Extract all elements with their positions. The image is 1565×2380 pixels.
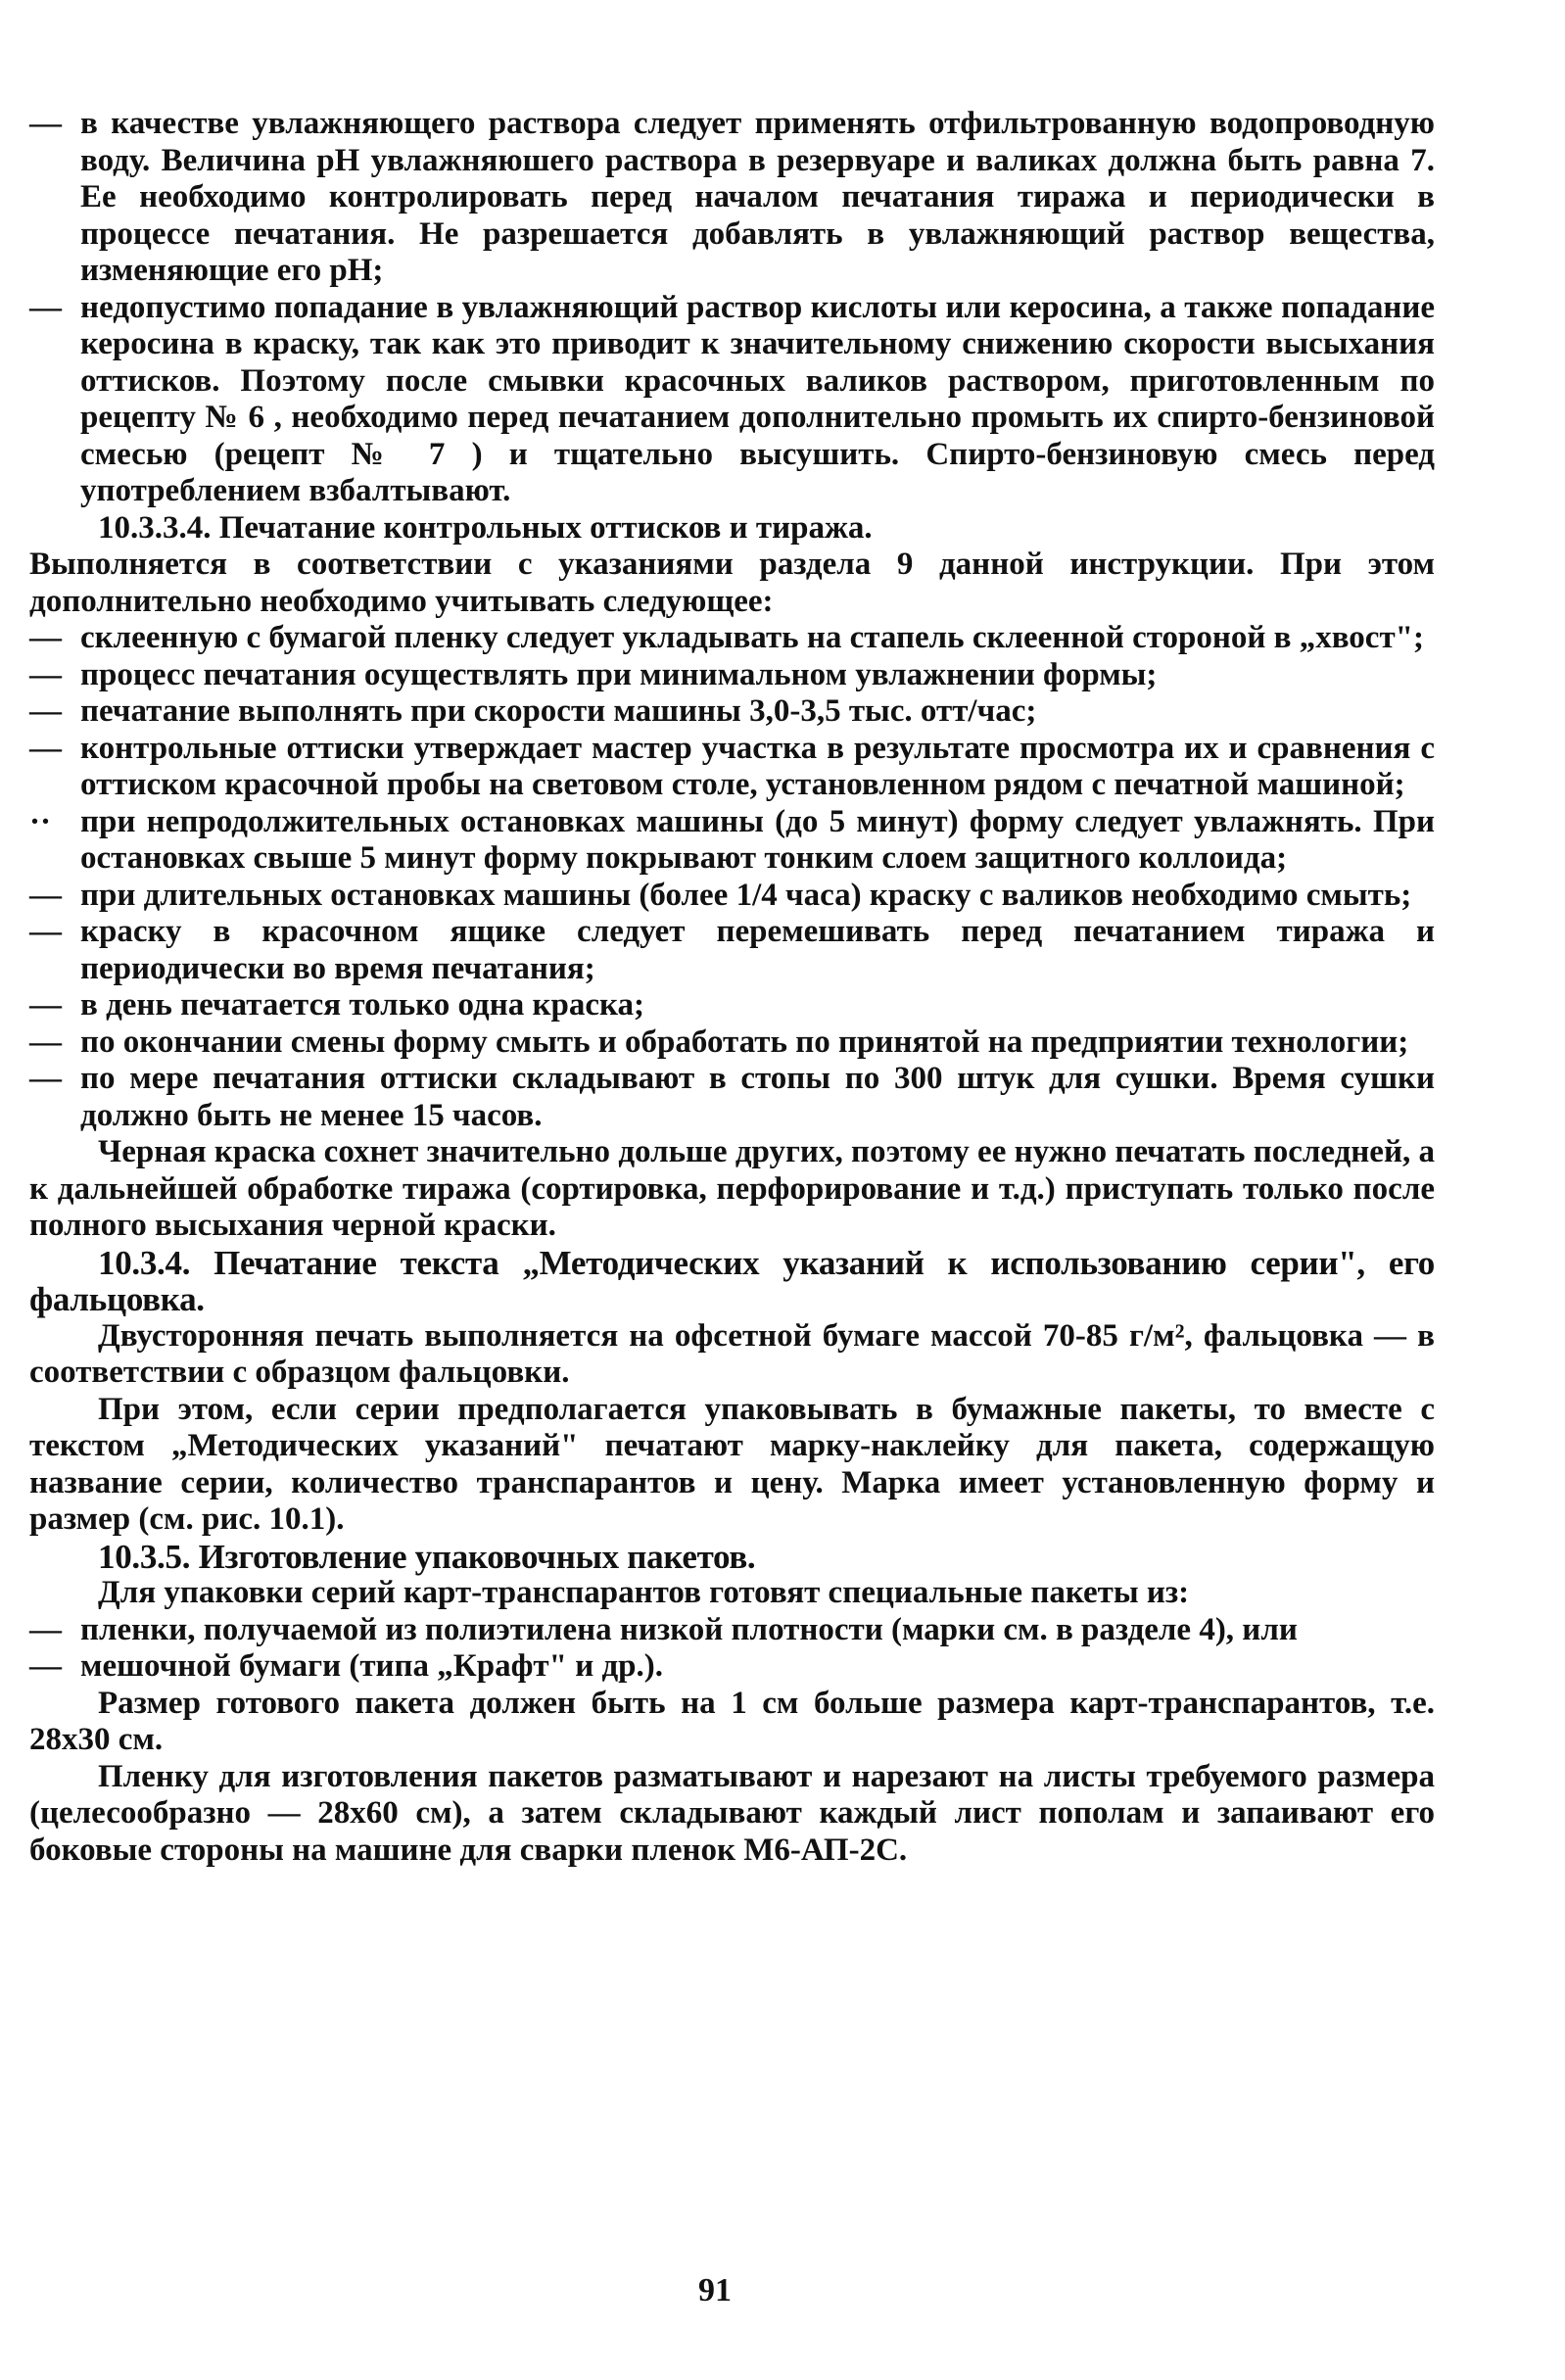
paragraph: Выполняется в соответствии с указаниями раздела 9 данной инструкции. При этом дополнительно необходимо учитывать следующее:	[29, 547, 1435, 619]
list-item-text: при непродолжительных остановках машины (до 5 минут) форму следует увлажнять. При остановках свыше 5 минут форму покрывают тонким слоем защитного коллоида;	[80, 803, 1435, 876]
list-item	[29, 1648, 1435, 1686]
list-item	[29, 878, 1435, 915]
section-heading: 10.3.3.4. Печатание контрольных оттисков и тиража.	[98, 509, 873, 546]
list-item-text: по окончании смены форму смыть и обработать по принятой на предприятии технологии;	[80, 1023, 1409, 1060]
list-item-text: краску в красочном ящике следует перемешивать перед печатанием тиража и периодически во время печатания;	[80, 914, 1435, 986]
section-heading: 10.3.4. Печатание текста „Методических указаний к использованию серии", его фальцовка.	[29, 1243, 1435, 1318]
list-marker: —	[29, 693, 62, 729]
list-item	[29, 106, 1435, 290]
list-marker: —	[29, 877, 62, 913]
list-item-text: склеенную с бумагой пленку следует укладывать на стапель склеенной стороной в „хвост";	[80, 620, 1424, 655]
list-marker: ··	[29, 803, 52, 839]
list-item	[29, 657, 1435, 694]
paragraph: Двусторонняя печать выполняется на офсетной бумаге массой 70-85 г/м², фальцовка — в соответствии с образцом фальцовки.	[29, 1317, 1435, 1390]
page-text	[29, 106, 1435, 1869]
list-item-text: процесс печатания осуществлять при минимальном увлажнении формы;	[80, 656, 1158, 692]
list-marker: —	[29, 1023, 62, 1060]
list-marker: —	[29, 1611, 62, 1647]
list-marker: —	[29, 914, 62, 949]
list-item	[29, 620, 1435, 657]
list-item-text: по мере печатания оттиски складывают в стопы по 300 штук для сушки. Время сушки должно быть не менее 15 часов.	[80, 1061, 1435, 1133]
list-marker: —	[29, 730, 62, 766]
list-item	[29, 731, 1435, 804]
list-item	[29, 1024, 1435, 1062]
paragraph: Пленку для изготовления пакетов разматывают и нарезают на листы требуемого размера (целесообразно — 28x60 см), а затем складывают каждый лист пополам и запаивают его боковые стороны на машине для сварки пленок М6-АП-2С.	[29, 1758, 1435, 1868]
list-item	[29, 1061, 1435, 1134]
list-marker: —	[29, 656, 62, 692]
section-heading: 10.3.5. Изготовление упаковочных пакетов.	[98, 1537, 756, 1576]
list-item-text: пленки, получаемой из полиэтилена низкой плотности (марки см. в разделе 4), или	[80, 1611, 1298, 1647]
list-item-text: в день печатается только одна краска;	[80, 987, 645, 1023]
paragraph: Для упаковки серий карт-транспарантов готовят специальные пакеты из:	[98, 1575, 1190, 1610]
list-item-text: недопустимо попадание в увлажняющий раствор кислоты или керосина, а также попадание керосина в краску, так как это приводит к значительному снижению скорости высыхания оттисков. Поэтому после смывки красочных валиков раствором, приготовленным по рецепту № 6 , необходимо перед печатанием дополнительно промыть их спирто-бензиновой смесью (рецепт № 7 ) и тщательно высушить. Спирто-бензиновую смесь перед употреблением взбалтывают.	[80, 289, 1435, 508]
list-item-text: в качестве увлажняющего раствора следует применять отфильтрованную водопроводную воду. Величина pH увлажняюшего раствора в резервуаре и валиках должна быть равна 7. Ее необходимо контролировать перед началом печатания тиража и периодически в процессе печатания. Не разрешается добавлять в увлажняющий раствор вещества, изменяющие его pH;	[80, 106, 1435, 288]
list-item-text: мешочной бумаги (типа „Крафт" и др.).	[80, 1648, 663, 1684]
list-marker: —	[29, 1648, 62, 1684]
list-marker: —	[29, 106, 62, 141]
list-item	[29, 1612, 1435, 1649]
list-item-text: контрольные оттиски утверждает мастер участка в результате просмотра их и сравнения с оттиском красочной пробы на световом столе, установленном рядом с печатной машиной;	[80, 730, 1435, 802]
list-marker: —	[29, 620, 62, 655]
list-marker: —	[29, 987, 62, 1023]
list-item	[29, 804, 1435, 878]
page-number: 91	[698, 2272, 732, 2309]
list-item	[29, 914, 1435, 987]
list-item	[29, 693, 1435, 731]
paragraph: Размер готового пакета должен быть на 1 см больше размера карт-транспарантов, т.е. 28x30 см.	[29, 1685, 1435, 1757]
list-item-text: печатание выполнять при скорости машины 3,0-3,5 тыс. отт/час;	[80, 693, 1037, 729]
list-item	[29, 290, 1435, 510]
list-item-text: при длительных остановках машины (более 1/4 часа) краску с валиков необходимо смыть;	[80, 877, 1412, 913]
paragraph: При этом, если серии предполагается упаковывать в бумажные пакеты, то вместе с текстом „Методических указаний" печатают марку-наклейку для пакета, содержащую название серии, количество транспарантов и цену. Марка имеет установленную форму и размер (см. рис. 10.1).	[29, 1391, 1435, 1537]
list-item	[29, 987, 1435, 1024]
paragraph: Черная краска сохнет значительно дольше других, поэтому ее нужно печатать последней, а к дальнейшей обработке тиража (сортировка, перфорирование и т.д.) приступать только после полного высыхания черной краски.	[29, 1134, 1435, 1243]
list-marker: —	[29, 1061, 62, 1096]
list-marker: —	[29, 289, 62, 325]
